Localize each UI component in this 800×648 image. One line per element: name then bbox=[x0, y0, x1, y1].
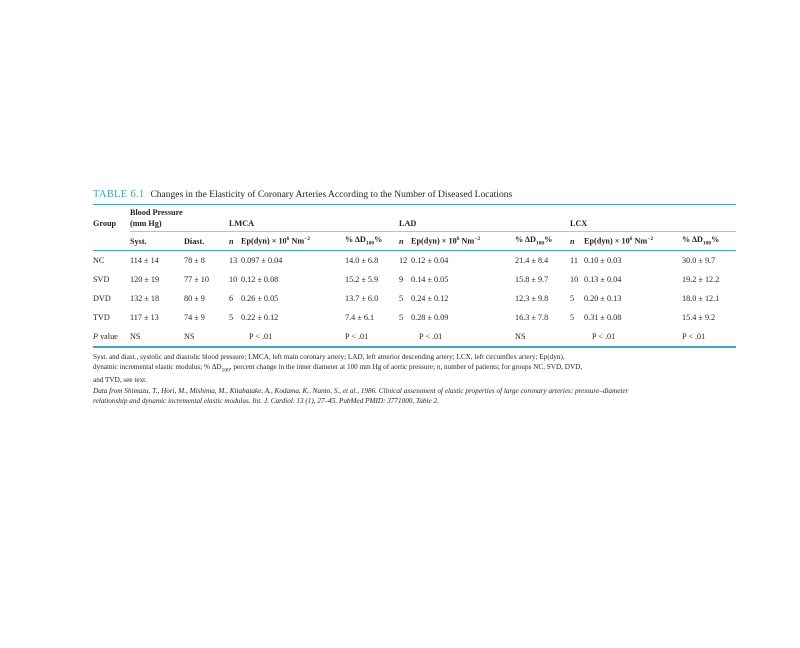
lmca-ep-cell: 0.26 ± 0.05 bbox=[241, 294, 279, 303]
lcx-ep-cell: 0.13 ± 0.04 bbox=[584, 275, 622, 284]
table-label: TABLE 6.1 bbox=[93, 189, 145, 200]
lmca-n-cell: 5 bbox=[229, 313, 234, 322]
lad-ep-cell: 0.28 ± 0.09 bbox=[411, 313, 449, 322]
lcx-pct-cell: 18.0 ± 12.1 bbox=[682, 294, 720, 303]
table-row bbox=[93, 251, 736, 270]
diast-cell: 74 ± 9 bbox=[184, 313, 205, 322]
lmca-pct-cell: 14.0 ± 6.8 bbox=[345, 256, 379, 265]
syst-cell: 120 ± 19 bbox=[130, 275, 160, 284]
syst-header: Syst. bbox=[130, 236, 147, 246]
diast-header: Diast. bbox=[184, 236, 205, 246]
group-header: Group bbox=[93, 219, 117, 228]
footnote-line-3: and TVD, see text. bbox=[93, 375, 147, 384]
lcx-pct-cell: 30.0 ± 9.7 bbox=[682, 256, 716, 265]
pvalue-lcx-ep: P < .01 bbox=[592, 332, 616, 341]
pvalue-lmca-ep: P < .01 bbox=[249, 332, 273, 341]
lmca-ep-cell: 0.22 ± 0.12 bbox=[241, 313, 279, 322]
lcx-header: LCX bbox=[570, 219, 588, 228]
lcx-pct-cell: 19.2 ± 12.2 bbox=[682, 275, 720, 284]
table-row bbox=[93, 270, 736, 289]
lmca-ep-header: $Ep(dyn) \times 10^6$ $Nm^{-2}$ bbox=[241, 236, 311, 246]
lad-ep-cell: 0.24 ± 0.12 bbox=[411, 294, 449, 303]
lcx-pct-cell: 15.4 ± 9.2 bbox=[682, 313, 716, 322]
pvalue-syst: NS bbox=[130, 332, 141, 341]
lmca-n-cell: 10 bbox=[229, 275, 238, 284]
lmca-n-cell: 13 bbox=[229, 256, 238, 265]
lad-pct-header: % $\Delta D_{100}\%$ bbox=[515, 235, 553, 247]
lad-n-header: n bbox=[399, 236, 404, 246]
source-line-1: Data from Shimazu, T., Hori, M., Mishima, M., Kitabatake, A., Kodama, K., Nanto, S., et al., 1986. Clinical assessment of elastic properties of large coronary arteries: pressure–diameter bbox=[93, 386, 629, 395]
group-cell: NC bbox=[93, 256, 105, 265]
pvalue-label: P value bbox=[93, 332, 118, 341]
footnotes bbox=[93, 352, 733, 406]
lcx-ep-header: $Ep(dyn) \times 10^6$ $Nm^{-2}$ bbox=[584, 236, 654, 246]
lcx-n-cell: 5 bbox=[570, 294, 575, 303]
lmca-n-header: n bbox=[229, 236, 234, 246]
lcx-ep-cell: 0.10 ± 0.03 bbox=[584, 256, 622, 265]
lmca-pct-cell: 13.7 ± 6.0 bbox=[345, 294, 379, 303]
lad-n-cell: 12 bbox=[399, 256, 408, 265]
lmca-ep-cell: 0.12 ± 0.08 bbox=[241, 275, 279, 284]
lad-pct-cell: 16.3 ± 7.8 bbox=[515, 313, 549, 322]
group-cell: DVD bbox=[93, 294, 111, 303]
lcx-n-cell: 5 bbox=[570, 313, 575, 322]
source-line-2: relationship and dynamic incremental elastic modulus. Int. J. Cardiol. 13 (1), 27–45. PubMed PMID: 3771000, Table 2. bbox=[93, 396, 439, 405]
lad-pct-cell: 12.3 ± 9.8 bbox=[515, 294, 549, 303]
table-row bbox=[93, 308, 736, 327]
diast-cell: 80 ± 9 bbox=[184, 294, 205, 303]
pvalue-lad-pct: NS bbox=[515, 332, 526, 341]
lmca-n-cell: 6 bbox=[229, 294, 234, 303]
lcx-ep-cell: 0.20 ± 0.13 bbox=[584, 294, 622, 303]
lmca-pct-cell: 15.2 ± 5.9 bbox=[345, 275, 379, 284]
syst-cell: 132 ± 18 bbox=[130, 294, 160, 303]
diast-cell: 77 ± 10 bbox=[184, 275, 209, 284]
lad-header: LAD bbox=[399, 219, 417, 228]
lad-pct-cell: 15.8 ± 9.7 bbox=[515, 275, 549, 284]
header-row-1 bbox=[93, 205, 736, 231]
lmca-ep-cell: 0.097 ± 0.04 bbox=[241, 256, 283, 265]
pvalue-lad-ep: P < .01 bbox=[419, 332, 443, 341]
lmca-header: LMCA bbox=[229, 219, 255, 228]
lcx-n-header: n bbox=[570, 236, 575, 246]
lcx-n-cell: 10 bbox=[570, 275, 579, 284]
data-table bbox=[93, 205, 736, 346]
table-row bbox=[93, 289, 736, 308]
table-title: Changes in the Elasticity of Coronary Arteries According to the Number of Diseased Locations bbox=[150, 190, 513, 200]
pvalue-lmca-pct: P < .01 bbox=[345, 332, 369, 341]
lad-n-cell: 5 bbox=[399, 294, 404, 303]
lad-ep-header: $Ep(dyn) \times 10^6$ $Nm^{-2}$ bbox=[411, 236, 481, 246]
pvalue-lcx-pct: P < .01 bbox=[682, 332, 706, 341]
footnote-line-2: dynamic incremental elastic modulus; % $\Delta D_{100}$, percent change in the inner diameter at 100 mm Hg of aortic pressure; n, number of patients; for groups NC, SVD, DVD, bbox=[93, 362, 583, 373]
diast-cell: 78 ± 8 bbox=[184, 256, 205, 265]
lcx-ep-cell: 0.31 ± 0.08 bbox=[584, 313, 622, 322]
table-figure bbox=[93, 188, 736, 406]
group-cell: TVD bbox=[93, 313, 110, 322]
lad-pct-cell: 21.4 ± 8.4 bbox=[515, 256, 549, 265]
lcx-pct-header: % $\Delta D_{100}\%$ bbox=[682, 235, 720, 247]
header-row-2 bbox=[93, 232, 736, 250]
pvalue-diast: NS bbox=[184, 332, 195, 341]
lad-ep-cell: 0.14 ± 0.05 bbox=[411, 275, 449, 284]
group-cell: SVD bbox=[93, 275, 110, 284]
bp-header: Blood Pressure (mm Hg) bbox=[130, 208, 183, 228]
lcx-n-cell: 11 bbox=[570, 256, 578, 265]
syst-cell: 117 ± 13 bbox=[130, 313, 159, 322]
lmca-pct-header: % $\Delta D_{100}\%$ bbox=[345, 235, 383, 247]
table-caption bbox=[93, 188, 736, 204]
syst-cell: 114 ± 14 bbox=[130, 256, 159, 265]
pvalue-row bbox=[93, 327, 736, 346]
lad-ep-cell: 0.12 ± 0.04 bbox=[411, 256, 449, 265]
lmca-pct-cell: 7.4 ± 6.1 bbox=[345, 313, 375, 322]
bottom-rule bbox=[93, 346, 736, 348]
footnote-line-1: Syst. and diast., systolic and diastolic blood pressure; LMCA, left main coronary artery; LAD, left anterior descending artery; LCX, left circumflex artery; Ep(dyn), bbox=[93, 352, 565, 361]
lad-n-cell: 5 bbox=[399, 313, 404, 322]
lad-n-cell: 9 bbox=[399, 275, 404, 284]
